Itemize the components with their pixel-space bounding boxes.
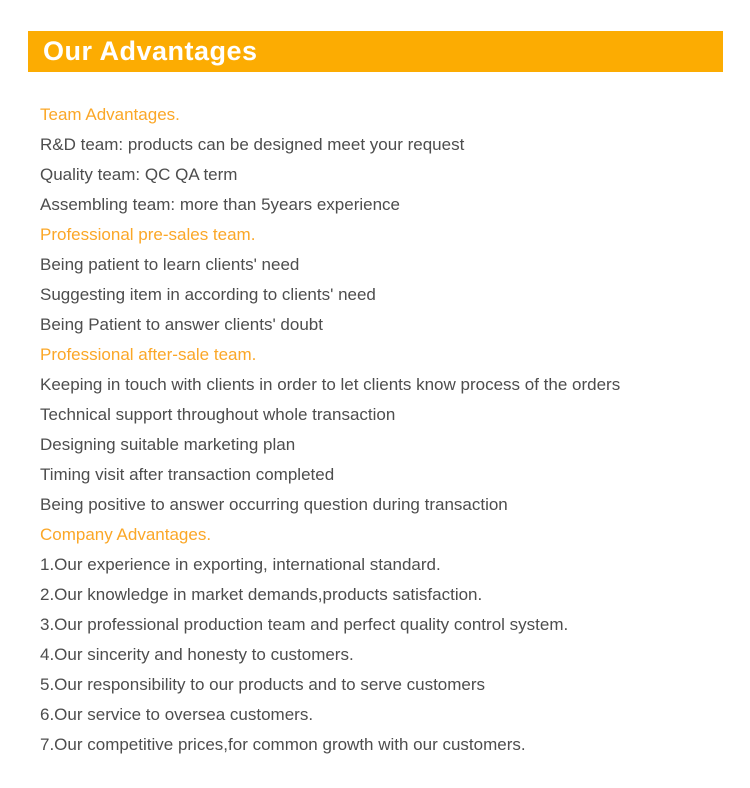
advantage-line: 7.Our competitive prices,for common growth with our customers. [40,735,526,754]
advantage-line: Quality team: QC QA term [40,165,238,184]
advantage-line: 5.Our responsibility to our products and to serve customers [40,675,486,694]
section-header-banner [28,31,723,72]
advantage-line: 6.Our service to oversea customers. [40,705,314,724]
advantage-line: R&D team: products can be designed meet your request [40,135,465,154]
advantage-line: 1.Our experience in exporting, international standard. [40,555,441,574]
advantage-line: 4.Our sincerity and honesty to customers. [40,645,354,664]
advantage-line: Being positive to answer occurring question during transaction [40,495,508,514]
section-heading: Team Advantages. [40,105,180,124]
advantage-line: Keeping in touch with clients in order to let clients know process of the orders [40,375,621,394]
advantage-line: Being Patient to answer clients' doubt [40,315,323,334]
advantage-line: Suggesting item in according to clients' need [40,285,376,304]
section-heading: Professional after-sale team. [40,345,257,364]
advantage-line: Timing visit after transaction completed [40,465,335,484]
section-heading: Professional pre-sales team. [40,225,256,244]
page-title: Our Advantages [43,36,258,66]
advantage-line: Designing suitable marketing plan [40,435,296,454]
advantage-line: 3.Our professional production team and perfect quality control system. [40,615,569,634]
section-heading: Company Advantages. [40,525,212,544]
advantage-line: Technical support throughout whole transaction [40,405,396,424]
advantage-line: 2.Our knowledge in market demands,products satisfaction. [40,585,483,604]
advantage-line: Being patient to learn clients' need [40,255,300,274]
advantages-content [40,100,730,760]
advantage-line: Assembling team: more than 5years experience [40,195,401,214]
